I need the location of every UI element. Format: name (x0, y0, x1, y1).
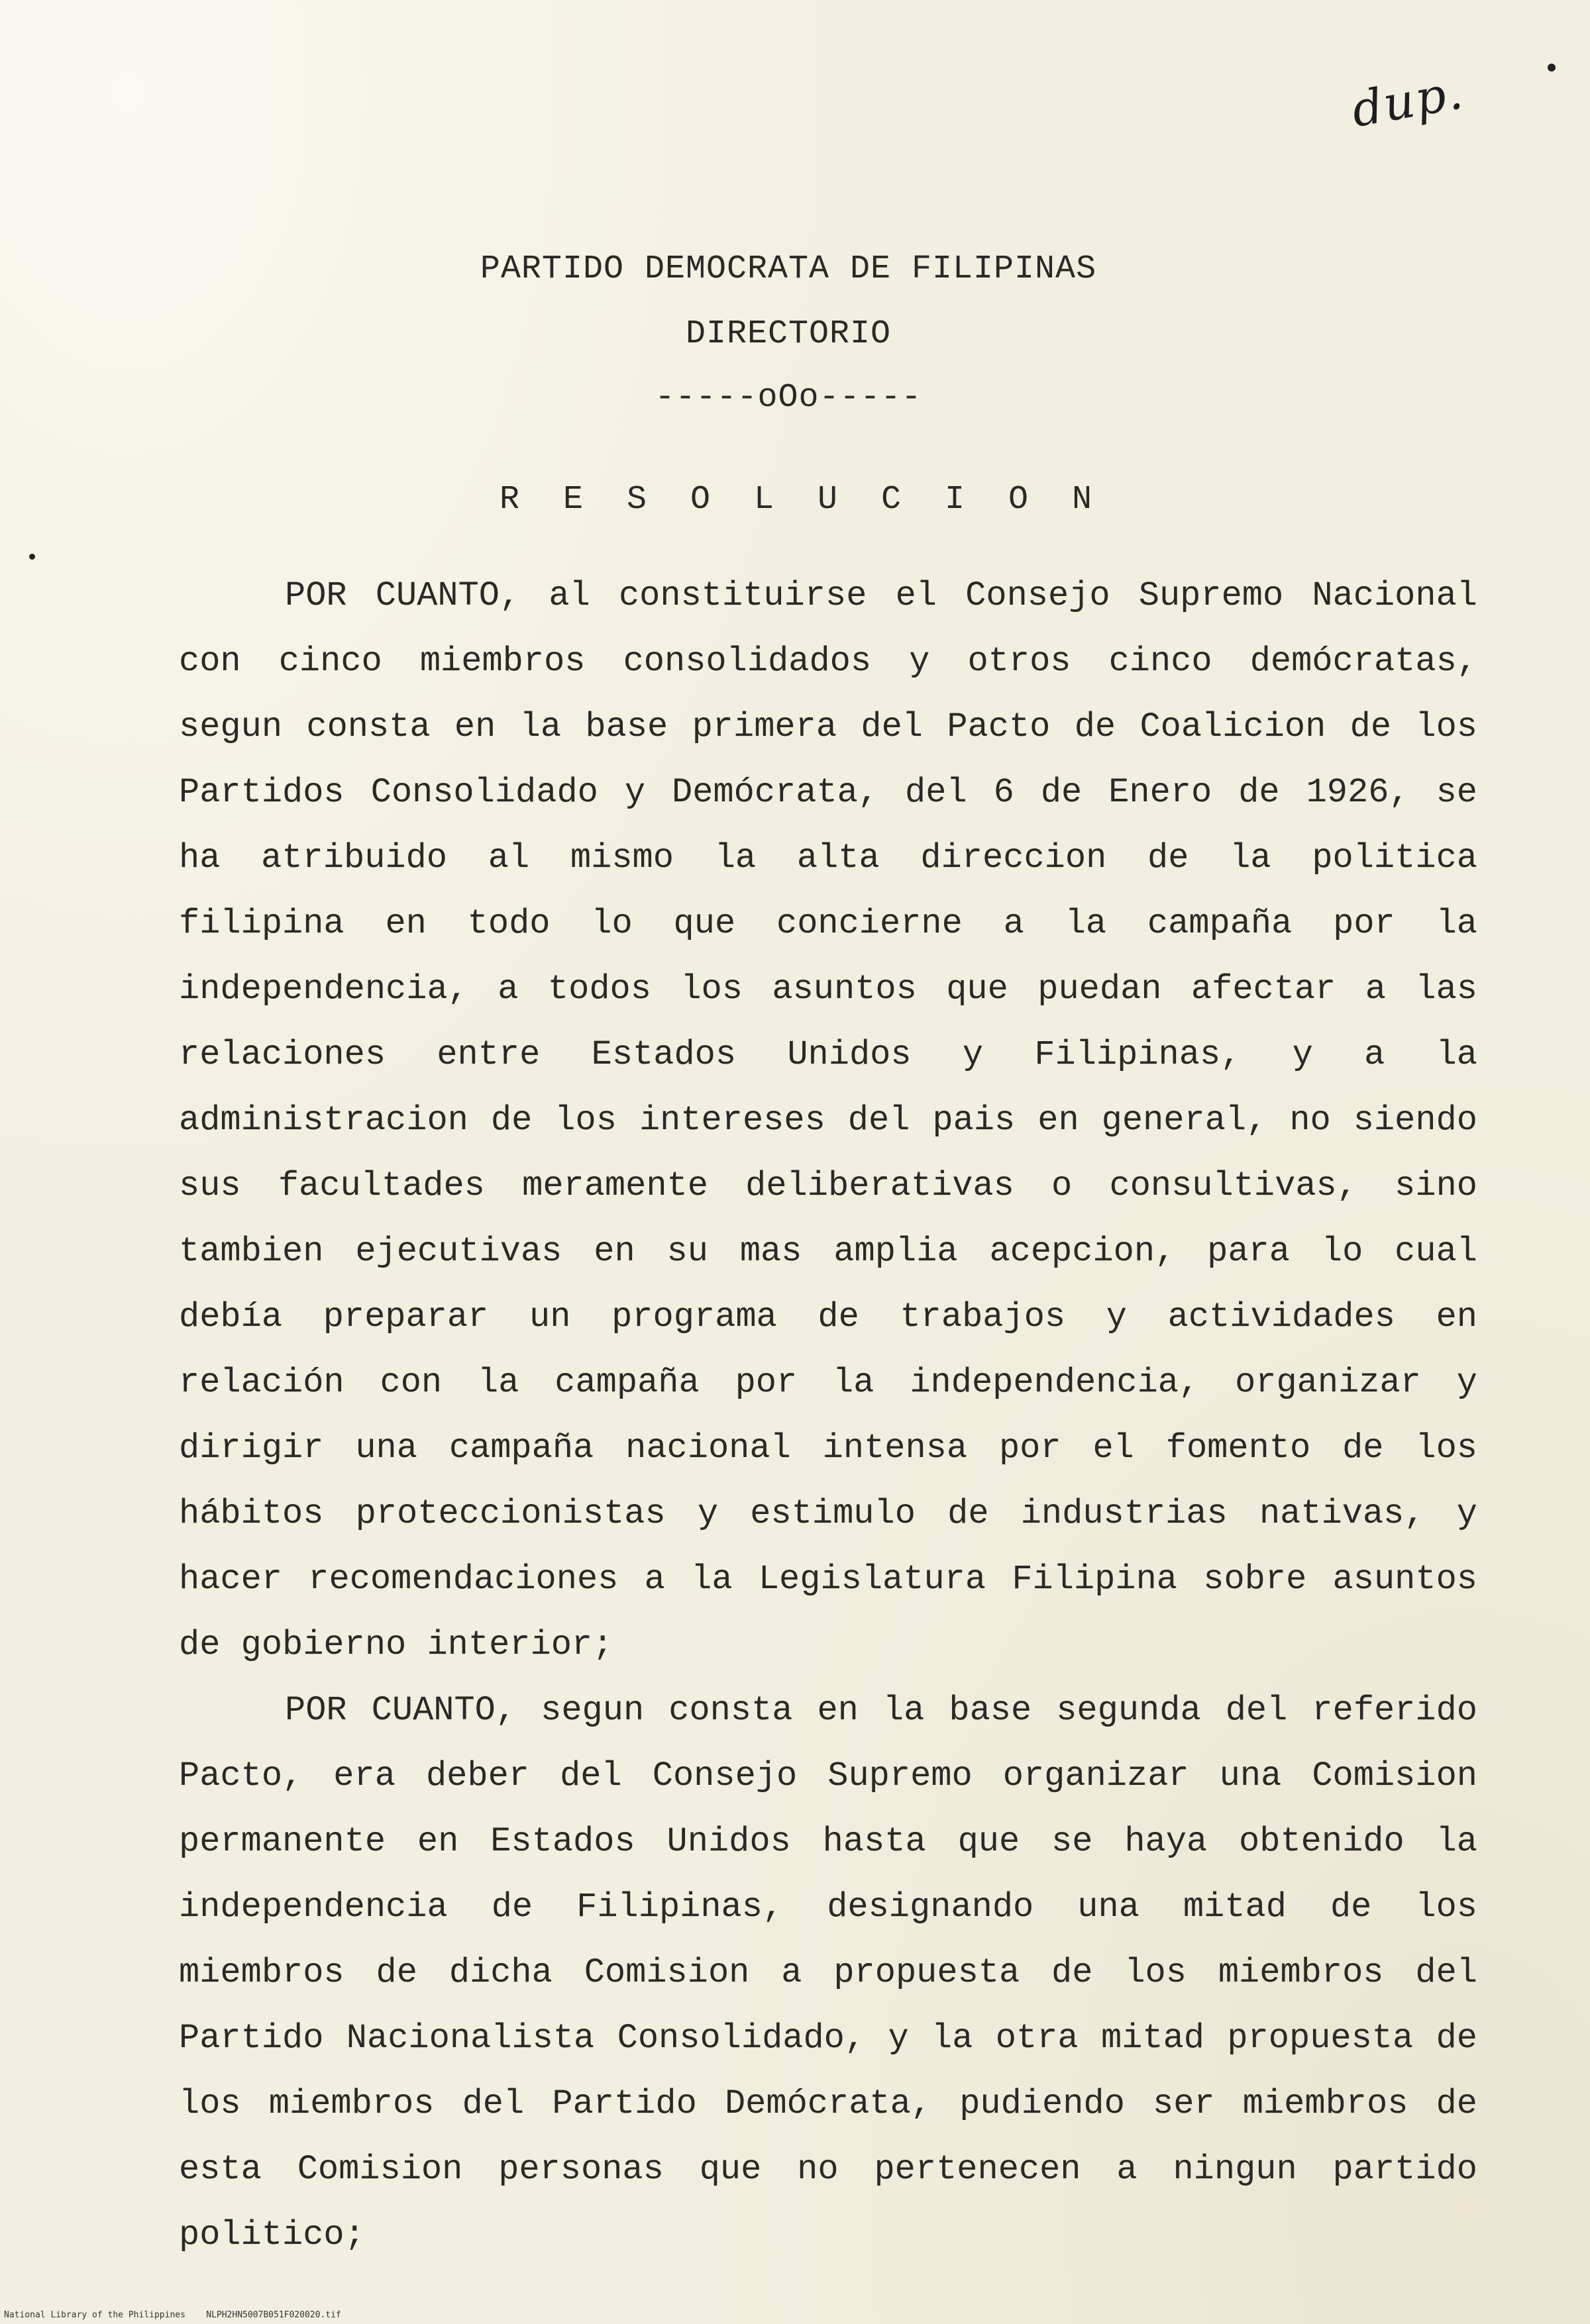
handwritten-annotation: dup. (1347, 63, 1468, 138)
paragraph-1: POR CUANTO, al constituirse el Consejo Supremo Nacional con cinco miembros consolidados y otros cinco demócratas, segun consta en la base primera del Pacto de Coalicion de los Partidos Consolidado y Demócrata, del 6 de Enero de 1926, se ha atribuido al mismo la alta direccion de la politica filipina en todo lo que concierne a la campaña por la independencia, a todos los asuntos que puedan afectar a las relaciones entre Estados Unidos y Filipinas, y a la administracion de los intereses del pais en general, no siendo sus facultades meramente deliberativas o consultivas, sino tambien ejecutivas en su mas amplia acepcion, para lo cual debía preparar un programa de trabajos y actividades en relación con la campaña por la independencia, organizar y dirigir una campaña nacional intensa por el fomento de los hábitos proteccionistas y estimulo de industrias nativas, y hacer recomendaciones a la Legislatura Filipina sobre asuntos de gobierno interior; (179, 576, 1477, 1664)
directorio-heading: DIRECTORIO (685, 315, 892, 353)
document-title: R E S O L U C I O N (499, 481, 1104, 519)
ink-spot (29, 554, 35, 560)
separator-line: -----oOo----- (655, 379, 922, 417)
archive-footer (4, 2310, 341, 2320)
resolution-body (179, 563, 1477, 2268)
footer-source: National Library of the Philippines (4, 2310, 186, 2320)
party-heading: PARTIDO DEMOCRATA DE FILIPINAS (480, 250, 1097, 288)
paragraph-2: POR CUANTO, segun consta en la base segunda del referido Pacto, era deber del Consejo Supremo organizar una Comision permanente en Estados Unidos hasta que se haya obtenido la independencia de Filipinas, designando una mitad de los miembros de dicha Comision a propuesta de los miembros del Partido Nacionalista Consolidado, y la otra mitad propuesta de los miembros del Partido Demócrata, pudiendo ser miembros de esta Comision personas que no pertenecen a ningun partido politico; (179, 1691, 1477, 2254)
footer-file: NLPH2HN5007B051F020020.tif (206, 2310, 341, 2320)
ink-spot (1548, 64, 1556, 72)
